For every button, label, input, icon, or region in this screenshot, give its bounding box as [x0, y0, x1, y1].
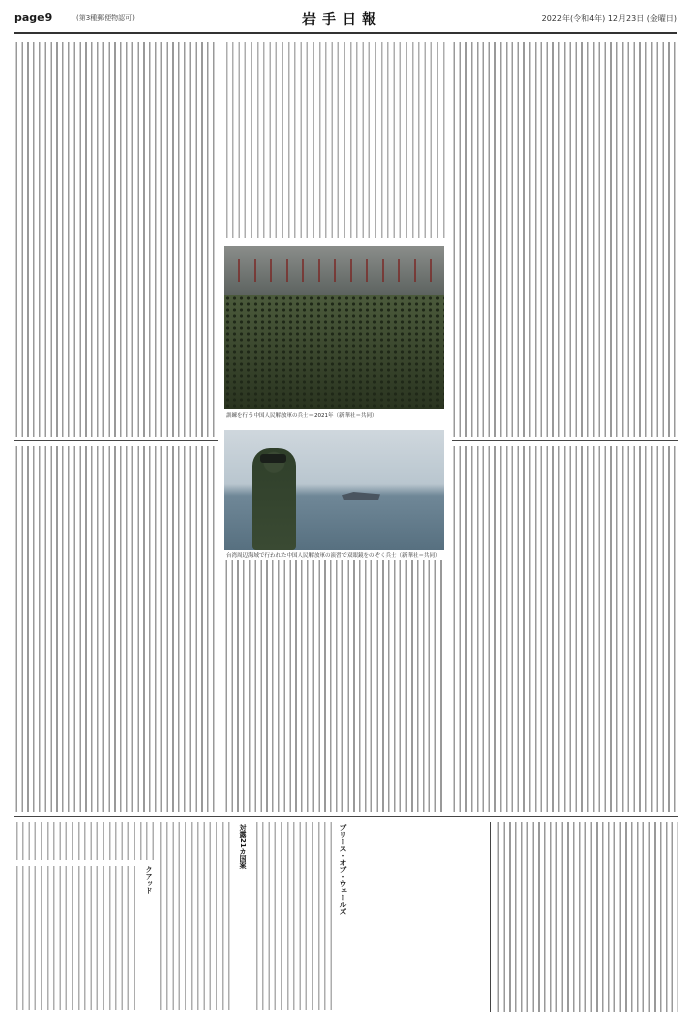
article-text-block [452, 446, 678, 812]
column-divider [490, 822, 491, 1012]
header-divider [14, 32, 677, 34]
issue-date: 2022年(令和4年) 12月23日 (金曜日) [541, 14, 677, 23]
mail-class-label: (第3種郵便物認可) [76, 14, 135, 22]
page-number: page9 [14, 11, 53, 24]
article-text-block [14, 822, 154, 860]
newspaper-title: 岩手日報 [302, 12, 382, 28]
author-bio-text [254, 822, 332, 1010]
article-text-block [224, 42, 446, 238]
article-text-block [224, 560, 446, 812]
photo-caption: 台湾周辺海域で行われた中国人民解放軍の演習で双眼鏡をのぞく兵士（新華社＝共同） [226, 553, 441, 559]
photo-caption: 訓練を行う中国人民解放軍の兵士＝2021年（新華社＝共同） [226, 413, 378, 419]
section-divider [14, 440, 218, 441]
article-text-block [452, 42, 678, 437]
soldier-binoculars-photo [224, 430, 444, 550]
author-name: プリース・オブ・ウェールズ [339, 824, 347, 915]
article-text-block [14, 42, 218, 437]
note-heading: 対露21カ国案 [239, 824, 247, 869]
quad-heading: クアッド [145, 866, 153, 894]
quad-note-text [14, 866, 138, 1010]
note-text [158, 822, 232, 1010]
article-text-block [496, 822, 678, 1012]
section-divider [452, 440, 678, 441]
military-parade-photo [224, 246, 444, 409]
section-divider [14, 816, 678, 817]
article-text-block [14, 446, 218, 812]
